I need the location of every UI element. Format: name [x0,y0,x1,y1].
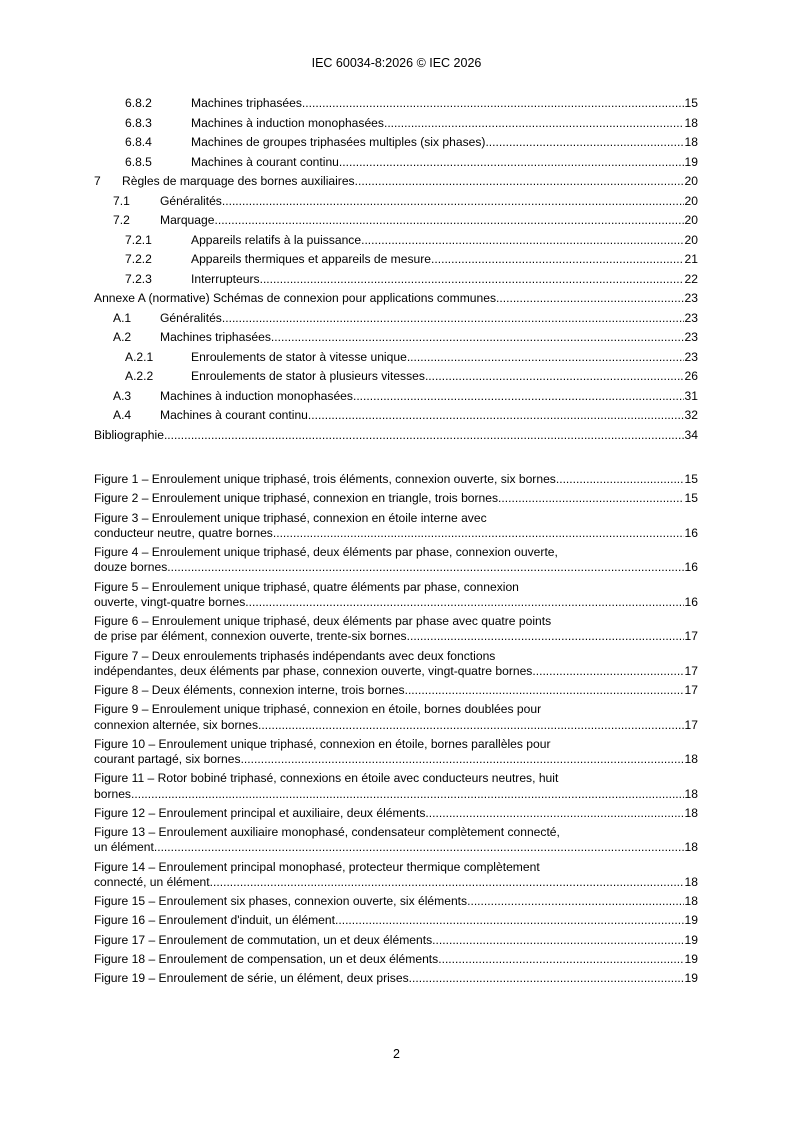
figure-entry[interactable] [94,894,698,909]
figure-entry-title: Figure 19 – Enroulement de série, un élément, deux prises [94,971,409,986]
figure-entry-row [94,629,698,644]
toc-entry-page: 21 [684,252,698,266]
figure-entry-page: 18 [684,874,698,889]
figure-entry-page: 17 [684,663,698,678]
figure-entry-title-line: Figure 5 – Enroulement unique triphasé, quatre éléments par phase, connexion [94,579,519,594]
figure-entry[interactable] [94,511,698,541]
toc-entry[interactable] [94,94,698,114]
figure-entry-page: 18 [684,786,698,801]
figure-entry-title: un élément [94,840,154,855]
toc-entry-number: 6.8.2 [125,96,152,110]
figure-entry-page: 19 [684,952,698,967]
dot-leader [154,840,684,855]
figure-entry-title-line: Figure 3 – Enroulement unique triphasé, connexion en étoile interne avec [94,510,487,525]
toc-entry-page: 31 [684,388,698,403]
figure-entry-page: 16 [684,594,698,609]
toc-entry[interactable] [94,406,698,426]
figure-entry-title: Figure 17 – Enroulement de commutation, un et deux éléments [94,932,433,947]
dot-leader [498,491,684,506]
toc-entry-title: Machines à courant continu [191,154,339,169]
dot-leader [361,231,683,251]
toc-entry[interactable] [94,192,698,212]
dot-leader [496,289,684,309]
toc-entry-number: 7.2.2 [125,252,152,266]
figure-entry-page: 16 [684,525,698,540]
figure-entry-row [94,840,698,855]
figure-entry-title: bornes [94,786,131,801]
figure-entry-row [94,664,698,679]
figure-entry-page: 15 [684,472,698,486]
toc-entry-title: Enroulements de stator à vitesse unique [191,349,407,364]
toc-entry-title: Règles de marquage des bornes auxiliaires [122,174,355,188]
page-header: IEC 60034-8:2026 © IEC 2026 [311,56,482,70]
figure-entry-row [94,560,698,575]
dot-leader [308,406,684,426]
dot-leader [167,560,683,575]
toc-entry-title: Interrupteurs [191,271,260,286]
toc-entry[interactable] [94,172,698,192]
figure-entry-title-line: Figure 9 – Enroulement unique triphasé, connexion en étoile, bornes doublées pour [94,702,542,717]
toc-entry[interactable] [94,231,698,251]
dot-leader [245,595,683,610]
figure-entry-row [94,787,698,802]
toc-entry-title: Annexe A (normative) Schémas de connexion pour applications communes [94,291,497,305]
figure-entry-row [94,933,698,948]
figure-entry[interactable] [94,806,698,821]
dot-leader [258,718,684,733]
toc-entry[interactable] [94,250,698,270]
dot-leader [214,211,683,231]
figure-entry-row [94,913,698,928]
dot-leader [467,894,683,909]
figure-entry-title: de prise par élément, connexion ouverte, trente-six bornes [94,629,407,644]
toc-entry-page: 23 [684,310,698,325]
toc-entry[interactable] [94,114,698,134]
toc-entry-title: Machines à induction monophasées [160,388,353,403]
figure-entry-title-line: Figure 11 – Rotor bobiné triphasé, connexions en étoile avec conducteurs neutres, huit [94,771,559,786]
toc-entry-number: 7.1 [113,193,130,208]
figure-entry-row [94,718,698,733]
toc-entry-number: 7.2 [113,213,130,227]
toc-entry-title: Appareils thermiques et appareils de mesure [191,252,431,266]
figure-entry-title: Figure 16 – Enroulement d'induit, un élément [94,913,335,928]
toc-entry-number: 6.8.3 [125,115,152,130]
figure-entry-title: conducteur neutre, quatre bornes [94,525,273,540]
figure-entry-title: Figure 8 – Deux éléments, connexion interne, trois bornes [94,683,405,698]
toc-entry-title: Généralités [160,193,222,208]
figure-entry-title: indépendantes, deux éléments par phase, connexion ouverte, vingt-quatre bornes [94,663,533,678]
toc-entry-page: 20 [684,213,698,227]
toc-entry-page: 26 [684,369,698,383]
toc-entry[interactable] [94,153,698,173]
figure-entry-title: ouverte, vingt-quatre bornes [94,594,246,609]
figure-entry-title: courant partagé, six bornes [94,752,241,767]
toc-entry-page: 19 [684,154,698,169]
figure-entry-page: 19 [684,913,698,928]
figure-entry[interactable] [94,952,698,967]
dot-leader [222,192,684,212]
toc-entry-title: Machines triphasées [160,330,271,344]
figure-entry-page: 19 [684,932,698,947]
figure-entry[interactable] [94,683,698,698]
figure-entry-page: 17 [684,717,698,732]
dot-leader [335,913,684,928]
figure-entry-title: Figure 2 – Enroulement unique triphasé, connexion en triangle, trois bornes [94,491,499,506]
figure-entry-row [94,806,698,821]
toc-entry-page: 23 [684,349,698,364]
toc-entry-number: A.4 [113,408,132,422]
toc-entry-page: 23 [684,330,698,344]
table-of-contents [94,94,698,445]
dot-leader [241,752,684,767]
dot-leader [302,94,684,114]
figure-entry-row [94,894,698,909]
toc-entry[interactable] [94,426,698,446]
toc-entry-title: Machines à courant continu [160,408,308,422]
figure-entry-page: 16 [684,560,698,575]
dot-leader [210,875,684,890]
figure-entry[interactable] [94,933,698,948]
toc-entry-title: Machines de groupes triphasées multiples (six phases) [191,135,486,149]
dot-leader [431,250,684,270]
toc-entry-page: 23 [684,291,698,305]
toc-entry-page: 20 [684,174,698,188]
dot-leader [384,114,684,134]
toc-entry-page: 20 [684,193,698,208]
toc-entry[interactable] [94,348,698,368]
figure-entry-page: 18 [684,752,698,767]
toc-entry[interactable] [94,270,698,290]
dot-leader [407,629,684,644]
toc-entry-page: 18 [684,135,698,149]
dot-leader [355,172,684,192]
dot-leader [339,153,684,173]
toc-entry-number: A.2.2 [125,369,154,383]
figure-entry-title: Figure 1 – Enroulement unique triphasé, trois éléments, connexion ouverte, six bornes [94,472,556,486]
dot-leader [556,472,684,487]
figure-entry-row [94,595,698,610]
figure-entry[interactable] [94,472,698,487]
toc-entry-number: 6.8.5 [125,154,152,169]
toc-entry-number: 7.2.3 [125,271,152,286]
figure-entry-row [94,472,698,487]
dot-leader [271,328,684,348]
figure-entry[interactable] [94,614,698,644]
toc-entry-page: 18 [684,115,698,130]
figure-entry-page: 17 [684,629,698,644]
dot-leader [425,806,683,821]
toc-entry-page: 15 [684,96,698,110]
page-number: 2 [393,1047,400,1061]
figure-entry[interactable] [94,971,698,986]
figure-entry-title-line: Figure 7 – Deux enroulements triphasés indépendants avec deux fonctions [94,648,496,663]
figure-entry-title-line: Figure 13 – Enroulement auxiliaire monophasé, condensateur complètement connecté, [94,825,560,840]
toc-entry[interactable] [94,309,698,329]
figure-entry-row [94,752,698,767]
figure-entry-title: douze bornes [94,560,168,575]
figure-entry[interactable] [94,491,698,506]
figure-entry[interactable] [94,737,698,767]
dot-leader [222,309,684,329]
figure-entry[interactable] [94,913,698,928]
toc-entry[interactable] [94,387,698,407]
toc-entry-title: Bibliographie [94,427,164,442]
figure-entry-title-line: Figure 6 – Enroulement unique triphasé, deux éléments par phase avec quatre points [94,614,552,629]
figure-entry[interactable] [94,649,698,679]
dot-leader [407,348,684,368]
dot-leader [260,270,684,290]
toc-entry-number: A.1 [113,310,132,325]
dot-leader [405,683,684,698]
toc-entry-title: Machines à induction monophasées [191,115,384,130]
figure-entry-title-line: Figure 4 – Enroulement unique triphasé, deux éléments par phase, connexion ouverte, [94,545,558,560]
dot-leader [164,426,684,446]
figure-entry-page: 18 [684,894,698,909]
toc-entry[interactable] [94,211,698,231]
figure-entry-title: Figure 15 – Enroulement six phases, connexion ouverte, six éléments [94,894,468,909]
dot-leader [532,664,683,679]
toc-entry[interactable] [94,367,698,387]
toc-entry-number: 7 [94,174,101,188]
toc-entry-number: 7.2.1 [125,232,152,247]
figure-entry-row [94,526,698,541]
figure-entry-title: connexion alternée, six bornes [94,717,259,732]
toc-entry-title: Appareils relatifs à la puissance [191,232,362,247]
toc-entry-title: Généralités [160,310,222,325]
toc-entry-page: 22 [684,271,698,286]
toc-entry-page: 34 [684,427,698,442]
toc-entry-title: Machines triphasées [191,96,302,110]
dot-leader [131,787,684,802]
figure-entry[interactable] [94,545,698,575]
dot-leader [485,133,683,153]
figure-entry-row [94,875,698,890]
figure-entry-page: 18 [684,840,698,855]
figure-entry-page: 15 [684,491,698,506]
toc-entry-number: 6.8.4 [125,135,152,149]
dot-leader [432,933,683,948]
figure-entry-title: Figure 12 – Enroulement principal et auxiliaire, deux éléments [94,805,426,820]
list-of-figures [94,472,698,991]
figure-entry-page: 19 [684,971,698,986]
figure-entry[interactable] [94,860,698,890]
toc-entry-page: 32 [684,408,698,422]
figure-entry[interactable] [94,771,698,801]
toc-entry-title: Marquage [160,213,215,227]
figure-entry[interactable] [94,702,698,732]
figure-entry-row [94,971,698,986]
dot-leader [438,952,683,967]
toc-entry[interactable] [94,133,698,153]
figure-entry-row [94,491,698,506]
toc-entry-title: Enroulements de stator à plusieurs vitesses [191,369,425,383]
toc-entry[interactable] [94,328,698,348]
figure-entry-title: connecté, un élément [94,874,210,889]
toc-entry[interactable] [94,289,698,309]
figure-entry-title-line: Figure 10 – Enroulement unique triphasé, connexion en étoile, bornes parallèles pour [94,736,551,751]
figure-entry-row [94,952,698,967]
dot-leader [425,367,684,387]
dot-leader [273,526,684,541]
figure-entry-page: 18 [684,805,698,820]
dot-leader [353,387,684,407]
toc-entry-number: A.2 [113,330,132,344]
toc-entry-page: 20 [684,232,698,247]
dot-leader [409,971,684,986]
figure-entry-title: Figure 18 – Enroulement de compensation, un et deux éléments [94,952,439,967]
toc-entry-number: A.2.1 [125,349,154,364]
figure-entry[interactable] [94,580,698,610]
figure-entry-title-line: Figure 14 – Enroulement principal monophasé, protecteur thermique complètement [94,859,540,874]
figure-entry-page: 17 [684,683,698,698]
figure-entry-row [94,683,698,698]
figure-entry[interactable] [94,825,698,855]
toc-entry-number: A.3 [113,388,132,403]
